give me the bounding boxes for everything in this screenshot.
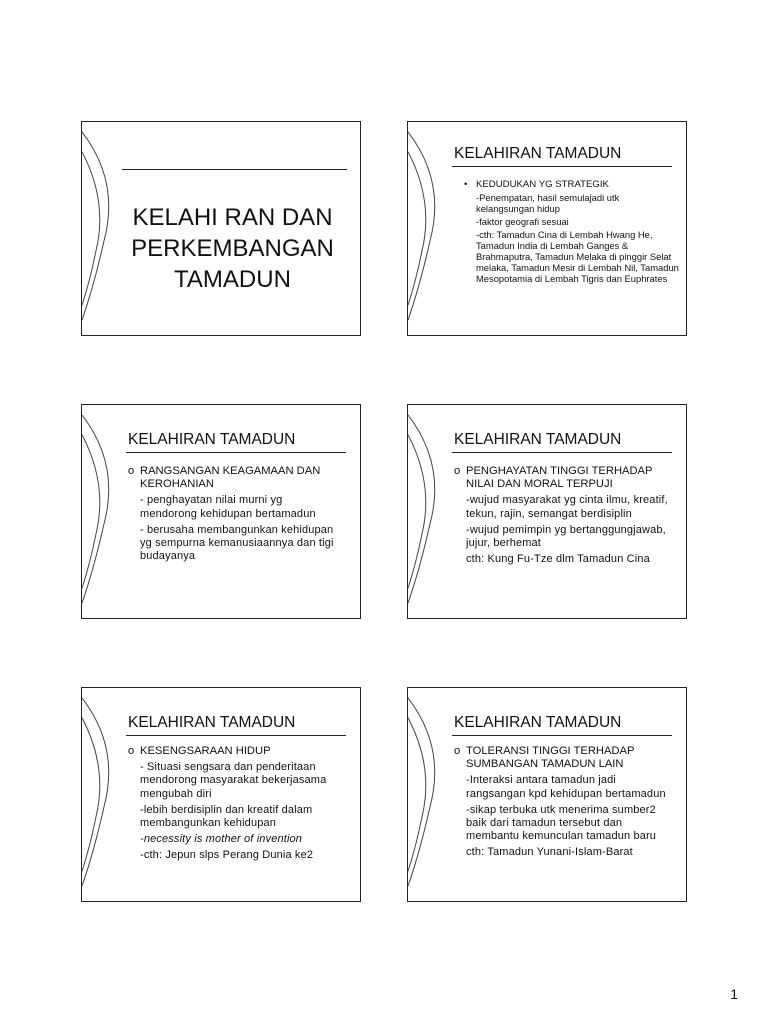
decorative-arc-icon: [82, 405, 122, 618]
slide-title: KELAHIRAN TAMADUN: [128, 431, 296, 448]
title-rule: [122, 169, 347, 170]
slide-title: KELAHIRAN TAMADUN: [454, 145, 622, 162]
slide-6: [407, 687, 687, 902]
bullet-text: TOLERANSI TINGGI TERHADAP SUMBANGAN TAMADUN LAIN: [466, 745, 635, 771]
sub-item: -wujud masyarakat yg cinta ilmu, kreatif, tekun, rajin, semangat berdisiplin: [466, 494, 668, 520]
page-title: [120, 202, 345, 295]
slide-title: KELAHIRAN TAMADUN: [454, 714, 622, 731]
slide-content: [128, 745, 348, 863]
bullet-text: KEDUDUKAN YG STRATEGIK: [476, 179, 609, 190]
title-rule: [452, 452, 672, 453]
slide-4: [407, 404, 687, 619]
bullet-item: [454, 745, 676, 771]
bullet-text: KESENGSARAAN HIDUP: [140, 745, 271, 757]
bullet-text: PENGHAYATAN TINGGI TERHADAP NILAI DAN MORAL TERPUJI: [466, 465, 653, 491]
sub-item: cth: Tamadun Yunani-Islam-Barat: [466, 846, 633, 859]
sub-item: - Situasi sengsara dan penderitaan mendorong masyarakat bekerjasama mengubah diri: [140, 761, 327, 800]
title-rule: [452, 735, 672, 736]
title-rule: [126, 735, 346, 736]
slide-1: [81, 121, 361, 336]
sub-item: - berusaha membangunkan kehidupan yg sempurna kemanusiaannya dan tigi budayanya: [140, 523, 334, 563]
title-line-1: KELAHI RAN DAN: [132, 204, 333, 231]
slide-5: [81, 687, 361, 902]
bullet-item: [454, 465, 676, 491]
bullet-dot-icon: •: [464, 179, 468, 190]
sub-item: -necessity is mother of invention: [140, 833, 303, 846]
title-rule: [126, 452, 346, 453]
bullet-item: [128, 465, 342, 491]
bullet-circle-icon: o: [454, 745, 461, 757]
decorative-arc-icon: [82, 688, 122, 901]
bullet-circle-icon: o: [128, 745, 135, 757]
bullet-circle-icon: o: [454, 465, 461, 477]
decorative-arc-icon: [408, 405, 448, 618]
sub-item: -Interaksi antara tamadun jadi rangsangan kpd kehidupan bertamadun: [466, 774, 666, 800]
slide-2: [407, 121, 687, 336]
slide-title: KELAHIRAN TAMADUN: [454, 431, 622, 448]
title-line-3: TAMADUN: [174, 266, 291, 293]
decorative-arc-icon: [82, 122, 122, 335]
sub-item: cth: Kung Fu-Tze dlm Tamadun Cina: [466, 553, 650, 566]
sub-item: -faktor geografi sesuai: [476, 216, 569, 227]
title-rule: [452, 166, 672, 167]
slide-title: KELAHIRAN TAMADUN: [128, 714, 296, 731]
sub-item: -cth: Tamadun Cina di Lembah Hwang He, Tamadun India di Lembah Ganges & Brahmaputra, Tamadun Melaka di pinggir Selat melaka, Tamadun Mesir di Lembah Nil, Tamadun Mesopotamia di Lembah Tigris dan Euphrates: [476, 229, 679, 284]
bullet-item: [128, 745, 348, 758]
page-number: 1: [730, 986, 738, 1002]
sub-item: -sikap terbuka utk menerima sumber2 baik dari tamadun tersebut dan membantu kemunculan tamadun baru: [466, 803, 657, 843]
slide-3: [81, 404, 361, 619]
bullet-circle-icon: o: [128, 465, 135, 477]
decorative-arc-icon: [408, 122, 448, 335]
bullet-text: RANGSANGAN KEAGAMAAN DAN KEROHANIAN: [140, 465, 321, 491]
sub-item: - penghayatan nilai murni yg mendorong kehidupan bertamadun: [140, 494, 316, 520]
slide-content: [454, 745, 676, 860]
bullet-item: [464, 179, 680, 190]
slide-content: [454, 465, 676, 566]
sub-item: -Penempatan, hasil semulajadi utk kelangsungan hidup: [476, 192, 620, 214]
title-line-2: PERKEMBANGAN: [131, 235, 334, 262]
slide-content: [128, 465, 342, 563]
decorative-arc-icon: [408, 688, 448, 901]
slide-content: [464, 179, 680, 284]
sub-item: -lebih berdisiplin dan kreatif dalam membangunkan kehidupan: [140, 803, 313, 830]
sub-item: -wujud pemimpin yg bertanggungjawab, jujur, berhemat: [466, 523, 666, 550]
sub-item: -cth: Jepun slps Perang Dunia ke2: [140, 849, 314, 862]
